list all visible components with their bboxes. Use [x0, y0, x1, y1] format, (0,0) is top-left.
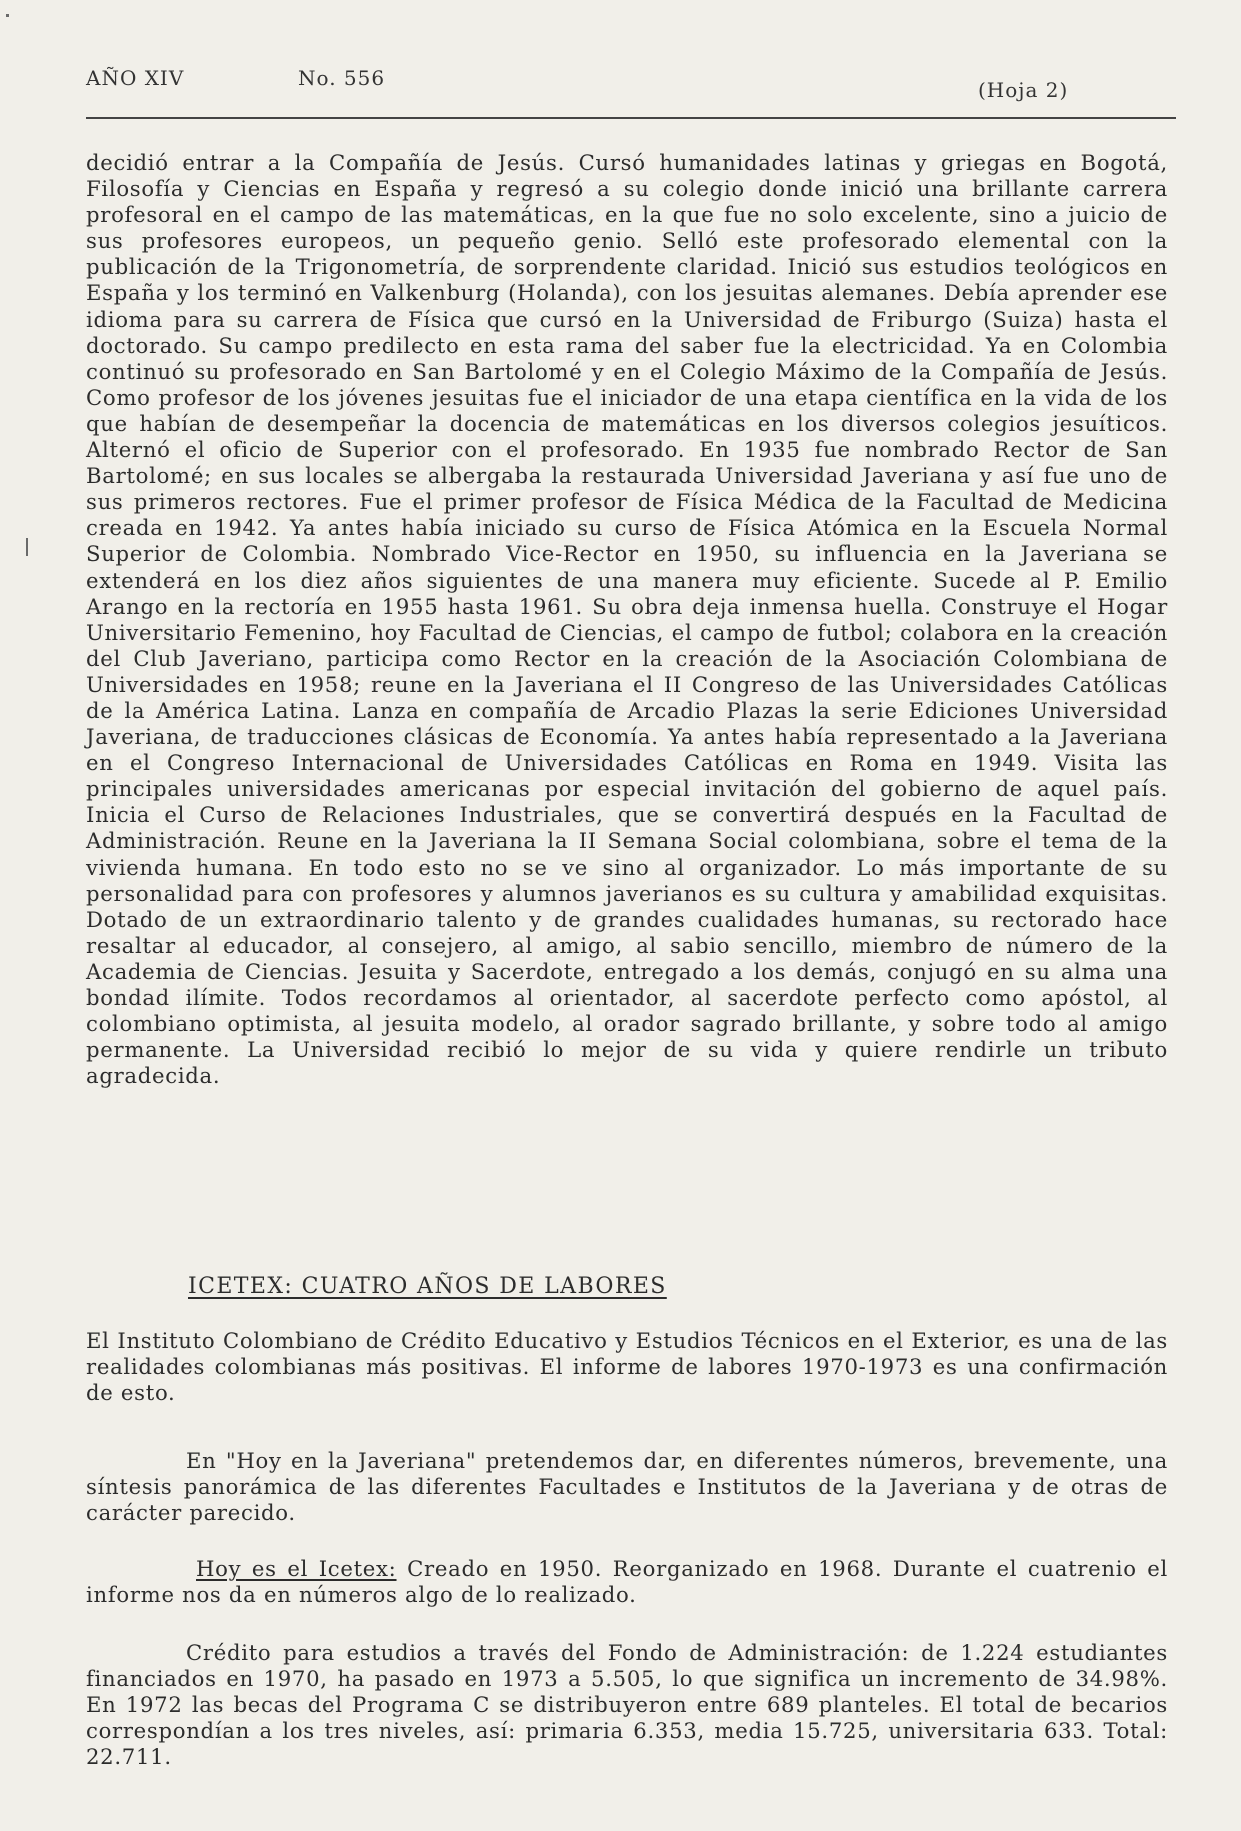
- icetex-paragraph-credit: Crédito para estudios a través del Fondo de Administración: de 1.224 estudiantes financiados en 1970, ha pasado en 1973 a 5.505, lo que significa un incremento de 34.98%. En 1972 las becas del Programa C se distribuyeron entre 689 planteles. El total de becarios correspondían a los tres niveles, así: primaria 6.353, media 15.725, universitaria 633. Total: 22.711.: [86, 1640, 1176, 1770]
- icetex-paragraph-series: En "Hoy en la Javeriana" pretendemos dar, en diferentes números, brevemente, una síntesis panorámica de las diferentes Facultades e Institutos de la Javeriana y de otras de carácter parecido.: [86, 1448, 1176, 1526]
- margin-mark: [26, 538, 28, 556]
- corner-mark: [6, 14, 9, 17]
- header-rule: [86, 117, 1176, 119]
- section-heading: ICETEX: CUATRO AÑOS DE LABORES: [188, 1274, 667, 1299]
- icetex-summary-text: Creado en 1950. Reorganizado en 1968. Durante el cuatrenio el informe nos da en números algo de lo realizado.: [86, 1556, 1176, 1608]
- header-issue-number: No. 556: [298, 66, 386, 90]
- icetex-paragraph-summary: [86, 1556, 1176, 1608]
- biography-paragraph: decidió entrar a la Compañía de Jesús. Cursó humanidades latinas y griegas en Bogotá, Filosofía y Ciencias en España y regresó a su colegio donde inició una brillante carrera profesoral en el campo de las matemáticas, en la que fue no solo excelente, sino a juicio de sus profesores europeos, un pequeño genio. Selló este profesorado elemental con la publicación de la Trigonometría, de sorprendente claridad. Inició sus estudios teológicos en España y los terminó en Valkenburg (Holanda), con los jesuitas alemanes. Debía aprender ese idioma para su carrera de Física que cursó en la Universidad de Friburgo (Suiza) hasta el doctorado. Su campo predilecto en esta rama del saber fue la electricidad. Ya en Colombia continuó su profesorado en San Bartolomé y en el Colegio Máximo de la Compañía de Jesús. Como profesor de los jóvenes jesuitas fue el iniciador de una etapa científica en la vida de los que habían de desempeñar la docencia de matemáticas en los diversos colegios jesuíticos. Alternó el oficio de Superior con el profesorado. En 1935 fue nombrado Rector de San Bartolomé; en sus locales se albergaba la restaurada Universidad Javeriana y así fue uno de sus primeros rectores. Fue el primer profesor de Física Médica de la Facultad de Medicina creada en 1942. Ya antes había iniciado su curso de Física Atómica en la Escuela Normal Superior de Colombia. Nombrado Vice-Rector en 1950, su influencia en la Javeriana se extenderá en los diez años siguientes de una manera muy eficiente. Sucede al P. Emilio Arango en la rectoría en 1955 hasta 1961. Su obra deja inmensa huella. Construye el Hogar Universitario Femenino, hoy Facultad de Ciencias, el campo de futbol; colabora en la creación del Club Javeriano, participa como Rector en la creación de la Asociación Colombiana de Universidades en 1958; reune en la Javeriana el II Congreso de las Universidades Católicas de la América Latina. Lanza en compañía de Arcadio Plazas la serie Ediciones Universidad Javeriana, de traducciones clásicas de Economía. Ya antes había representado a la Javeriana en el Congreso Internacional de Universidades Católicas en Roma en 1949. Visita las principales universidades americanas por especial invitación del gobierno de aquel país. Inicia el Curso de Relaciones Industriales, que se convertirá después en la Facultad de Administración. Reune en la Javeriana la II Semana Social colombiana, sobre el tema de la vivienda humana. En todo esto no se ve sino al organizador. Lo más importante de su personalidad para con profesores y alumnos javerianos es su cultura y amabilidad exquisitas. Dotado de un extraordinario talento y de grandes cualidades humanas, su rectorado hace resaltar al educador, al consejero, al amigo, al sabio sencillo, miembro de número de la Academia de Ciencias. Jesuita y Sacerdote, entregado a los demás, conjugó en su alma una bondad ilímite. Todos recordamos al orientador, al sacerdote perfecto como apóstol, al colombiano optimista, al jesuita modelo, al orador sagrado brillante, y sobre todo al amigo permanente. La Universidad recibió lo mejor de su vida y quiere rendirle un tributo agradecida.: [86, 150, 1176, 1089]
- icetex-lead: Hoy es el Icetex:: [196, 1556, 397, 1581]
- icetex-paragraph-intro: El Instituto Colombiano de Crédito Educativo y Estudios Técnicos en el Exterior, es una de las realidades colombianas más positivas. El informe de labores 1970-1973 es una confirmación de esto.: [86, 1328, 1176, 1406]
- header-sheet: (Hoja 2): [978, 78, 1069, 102]
- header-year: AÑO XIV: [86, 66, 185, 90]
